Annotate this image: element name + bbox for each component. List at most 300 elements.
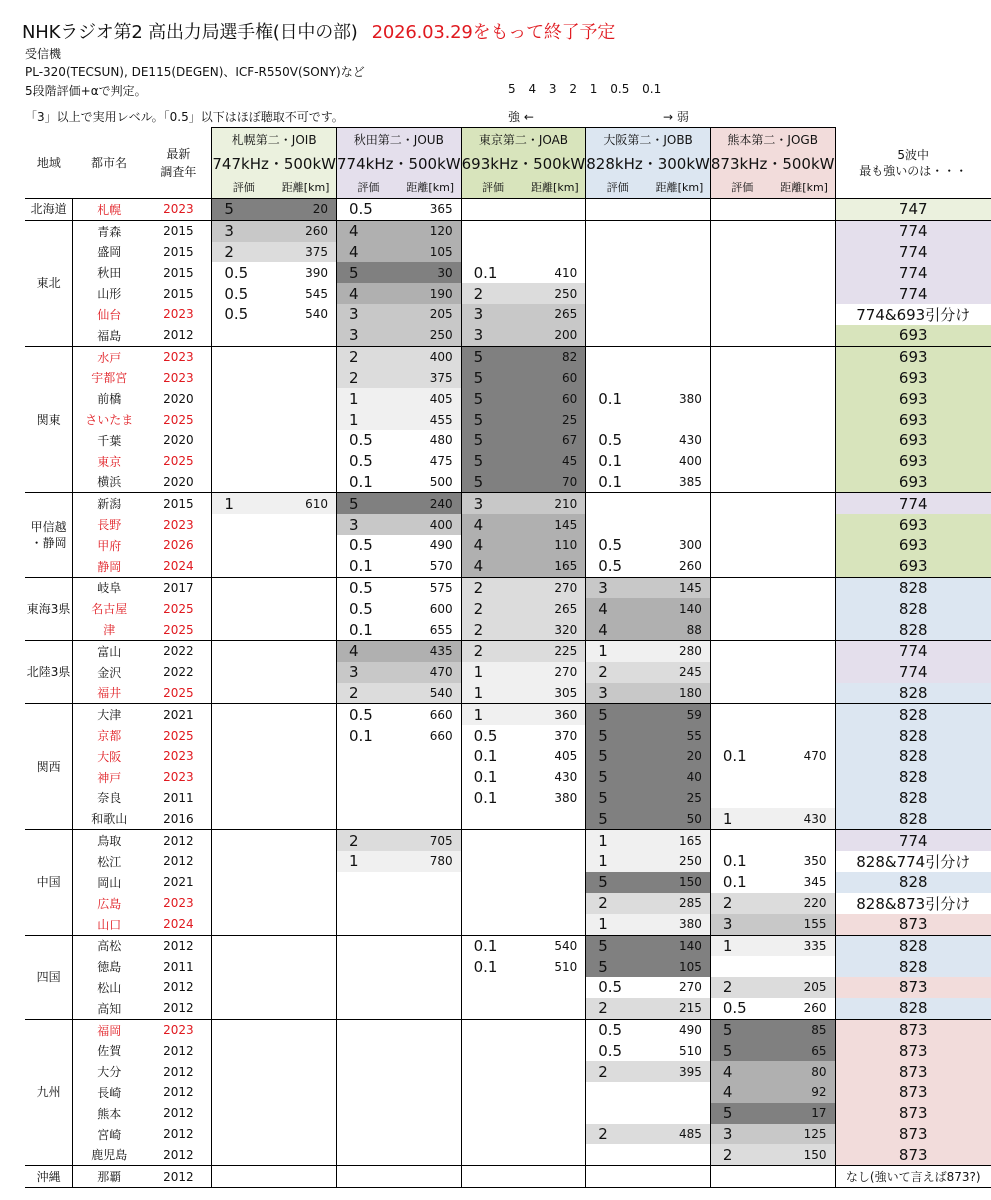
distance-cell: 320 [524, 619, 585, 640]
year-cell: 2021 [145, 872, 212, 893]
rating-cell: 0.5 [473, 726, 498, 745]
distance-cell [400, 1040, 461, 1061]
year-cell: 2020 [145, 472, 212, 493]
rating-cell [461, 1082, 524, 1103]
distance-cell: 265 [524, 304, 585, 325]
distance-cell: 225 [524, 640, 585, 661]
distance-cell: 20 [275, 199, 336, 221]
distance-cell [524, 851, 585, 872]
distance-cell: 25 [649, 788, 710, 809]
rating-scale: 5 4 3 2 1 0.5 0.1 [508, 82, 662, 96]
distance-cell: 80 [774, 1061, 835, 1082]
rating-cell [461, 1019, 524, 1040]
city-cell: 津 [73, 619, 146, 640]
distance-cell [524, 1166, 585, 1188]
table-row [25, 725, 991, 746]
city-cell: 長野 [97, 518, 122, 533]
distance-cell [275, 1061, 336, 1082]
table-row [25, 451, 991, 472]
rating-cell: 0.5 [598, 978, 623, 997]
table-row [25, 283, 991, 304]
distance-cell [524, 1040, 585, 1061]
distance-cell [400, 1166, 461, 1188]
winner-cell: 693 [835, 472, 991, 493]
year-cell: 2015 [145, 242, 212, 263]
distance-cell: 405 [400, 388, 461, 409]
year-cell: 2012 [145, 935, 212, 956]
distance-cell [275, 662, 336, 683]
rating-cell [710, 199, 773, 221]
table-row [25, 1103, 991, 1124]
distance-cell [275, 368, 336, 389]
distance-cell [275, 388, 336, 409]
year-cell: 2025 [145, 451, 212, 472]
rating-cell [337, 767, 400, 788]
distance-cell [649, 199, 710, 221]
city-cell: 名古屋 [91, 602, 128, 617]
distance-cell: 660 [400, 725, 461, 746]
rating-cell [337, 1019, 400, 1040]
rating-cell [710, 451, 773, 472]
year-cell: 2020 [145, 430, 212, 451]
distance-cell: 105 [649, 956, 710, 977]
distance-cell [649, 409, 710, 430]
rating-cell: 0.1 [473, 788, 498, 807]
distance-cell: 140 [649, 598, 710, 619]
distance-cell [524, 1019, 585, 1040]
table-row [25, 220, 991, 241]
winner-cell: 828 [835, 704, 991, 725]
distance-cell: 40 [649, 767, 710, 788]
distance-cell: 105 [400, 242, 461, 263]
distance-cell: 485 [649, 1124, 710, 1145]
year-cell: 2025 [145, 409, 212, 430]
rating-cell [337, 998, 400, 1019]
year-cell: 2025 [145, 598, 212, 619]
distance-cell [649, 325, 710, 346]
header-rating: 評価 [710, 176, 773, 199]
distance-cell: 270 [524, 577, 585, 598]
distance-cell [275, 788, 336, 809]
distance-cell: 540 [524, 935, 585, 956]
rating-cell: 0.1 [586, 472, 649, 493]
winner-cell: 873 [835, 1124, 991, 1145]
distance-cell [275, 830, 336, 851]
results-table [25, 127, 991, 1188]
rating-cell: 1 [586, 914, 649, 935]
rating-cell: 5 [461, 472, 524, 493]
city-cell: 静岡 [73, 556, 146, 577]
rating-cell [710, 577, 773, 598]
city-cell: 福岡 [97, 1023, 122, 1038]
distance-cell [524, 220, 585, 241]
rating-cell: 3 [461, 493, 524, 514]
region-cell: 北海道 [25, 199, 73, 221]
year-cell: 2023 [145, 893, 212, 914]
receiver-label: 受信機 [25, 47, 62, 61]
rating-cell [212, 598, 275, 619]
distance-cell: 59 [649, 704, 710, 725]
rating-cell: 2 [710, 893, 773, 914]
rating-cell [710, 409, 773, 430]
winner-cell: 693 [835, 514, 991, 535]
distance-cell [400, 1061, 461, 1082]
rating-cell: 5 [337, 493, 400, 514]
rating-cell: 3 [337, 662, 400, 683]
table-row [25, 577, 991, 598]
city-cell: 東京 [97, 454, 122, 469]
city-cell: 熊本 [97, 1106, 122, 1121]
city-cell: 長崎 [97, 1085, 122, 1100]
distance-cell: 345 [774, 872, 835, 893]
distance-cell [275, 746, 336, 767]
table-row [25, 199, 991, 221]
rating-cell: 2 [586, 1124, 649, 1145]
winner-cell: 873 [835, 1103, 991, 1124]
distance-cell [774, 220, 835, 241]
table-row [25, 662, 991, 683]
distance-cell [275, 556, 336, 577]
distance-cell [774, 409, 835, 430]
distance-cell: 20 [649, 746, 710, 767]
rating-cell: 2 [337, 683, 400, 704]
rating-cell [586, 1166, 649, 1188]
rating-cell [212, 451, 275, 472]
rating-cell [710, 493, 773, 514]
distance-cell: 455 [400, 409, 461, 430]
distance-cell [275, 472, 336, 493]
rating-cell: 4 [337, 242, 400, 263]
city-cell: 松山 [97, 980, 122, 995]
city-cell: さいたま [85, 413, 134, 428]
distance-cell: 705 [400, 830, 461, 851]
city-cell: 高知 [73, 998, 146, 1019]
rating-cell: 0.5 [349, 431, 373, 450]
distance-cell: 490 [400, 535, 461, 556]
rating-cell [461, 977, 524, 998]
distance-cell [275, 808, 336, 829]
distance-cell: 390 [275, 262, 336, 283]
rating-cell: 5 [461, 368, 524, 389]
rating-cell [212, 409, 275, 430]
distance-cell: 480 [400, 430, 461, 451]
rating-cell: 4 [710, 1082, 773, 1103]
distance-cell [774, 640, 835, 661]
distance-cell: 500 [400, 472, 461, 493]
distance-cell [774, 346, 835, 367]
region-cell: 東海3県 [25, 577, 73, 640]
rating-cell [586, 493, 649, 514]
rating-cell [212, 704, 275, 725]
rating-cell: 4 [461, 556, 524, 577]
distance-cell [275, 1103, 336, 1124]
distance-cell [774, 830, 835, 851]
rating-cell [212, 851, 275, 872]
distance-cell [524, 1124, 585, 1145]
year-cell: 2011 [145, 788, 212, 809]
distance-cell [524, 893, 585, 914]
distance-cell [774, 704, 835, 725]
rating-cell [212, 368, 275, 389]
year-cell: 2012 [145, 1144, 212, 1165]
distance-cell: 155 [774, 914, 835, 935]
distance-cell [774, 493, 835, 514]
table-row [25, 430, 991, 451]
year-cell: 2012 [145, 325, 212, 346]
distance-cell [275, 619, 336, 640]
rating-cell: 0.1 [722, 747, 747, 766]
distance-cell: 265 [524, 598, 585, 619]
rating-cell: 2 [461, 619, 524, 640]
distance-cell: 285 [649, 893, 710, 914]
rating-cell: 3 [212, 220, 275, 241]
distance-cell: 400 [400, 346, 461, 367]
distance-cell [275, 704, 336, 725]
distance-cell: 145 [524, 514, 585, 535]
distance-cell [524, 199, 585, 221]
rating-cell [586, 262, 649, 283]
winner-cell: 828 [835, 619, 991, 640]
distance-cell: 110 [524, 535, 585, 556]
distance-cell: 67 [524, 430, 585, 451]
distance-cell: 370 [524, 725, 585, 746]
rating-cell: 5 [586, 704, 649, 725]
rating-cell [212, 430, 275, 451]
distance-cell [774, 514, 835, 535]
winner-cell: 693 [835, 325, 991, 346]
region-cell: 甲信越 ・静岡 [25, 493, 73, 577]
rating-cell [212, 577, 275, 598]
header-distance: 距離[km] [649, 176, 710, 199]
distance-cell: 92 [774, 1082, 835, 1103]
winner-cell: 828 [835, 998, 991, 1019]
distance-cell: 405 [524, 746, 585, 767]
distance-cell: 180 [649, 683, 710, 704]
table-row [25, 998, 991, 1019]
distance-cell [275, 1019, 336, 1040]
distance-cell [774, 788, 835, 809]
winner-cell: 873 [835, 1144, 991, 1165]
distance-cell [774, 242, 835, 263]
table-row [25, 262, 991, 283]
rating-cell [212, 662, 275, 683]
strong-label: 強 ← [508, 110, 534, 124]
rating-cell [212, 472, 275, 493]
city-cell: 青森 [97, 224, 122, 239]
rating-cell: 4 [337, 220, 400, 241]
rating-cell [710, 683, 773, 704]
city-cell: 富山 [97, 644, 122, 659]
rating-cell: 0.5 [349, 536, 373, 555]
rating-cell [461, 220, 524, 241]
year-cell: 2023 [145, 767, 212, 788]
rating-cell: 2 [461, 577, 524, 598]
city-cell: 佐賀 [97, 1044, 122, 1059]
winner-cell: 873 [835, 914, 991, 935]
city-cell: 高松 [97, 939, 122, 954]
distance-cell [275, 409, 336, 430]
distance-cell: 545 [275, 283, 336, 304]
region-cell: 九州 [25, 1019, 73, 1166]
city-cell: 千葉 [97, 433, 122, 448]
rating-cell: 5 [710, 1019, 773, 1040]
winner-cell: 828 [835, 956, 991, 977]
distance-cell [774, 304, 835, 325]
rating-cell: 0.1 [598, 389, 623, 408]
distance-cell: 575 [400, 577, 461, 598]
distance-cell: 395 [649, 1061, 710, 1082]
header-rating: 評価 [586, 176, 649, 199]
header-winner: 5波中 最も強いのは・・・ [859, 147, 968, 178]
year-cell: 2017 [145, 577, 212, 598]
station-name-4: 熊本第二・JOGB [710, 128, 835, 151]
rating-cell: 1 [461, 704, 524, 725]
distance-cell [275, 451, 336, 472]
distance-cell [400, 956, 461, 977]
rating-cell: 2 [461, 598, 524, 619]
table-row [25, 409, 991, 430]
rating-cell: 2 [212, 242, 275, 263]
rating-cell [337, 893, 400, 914]
distance-cell: 470 [400, 662, 461, 683]
station-freq-3: 828kHz・300kW [586, 150, 711, 176]
rating-cell: 3 [710, 914, 773, 935]
distance-cell: 375 [275, 242, 336, 263]
rating-cell: 4 [586, 619, 649, 640]
year-cell: 2011 [145, 956, 212, 977]
station-freq-2: 693kHz・500kW [461, 150, 586, 176]
rating-cell: 0.5 [598, 1021, 623, 1040]
rating-cell: 5 [586, 872, 649, 893]
rating-cell: 1 [586, 851, 649, 872]
distance-cell: 540 [275, 304, 336, 325]
winner-cell: 873 [835, 977, 991, 998]
distance-cell [524, 914, 585, 935]
distance-cell: 17 [774, 1103, 835, 1124]
region-cell: 沖縄 [25, 1166, 73, 1188]
distance-cell [275, 514, 336, 535]
distance-cell [524, 830, 585, 851]
year-cell: 2023 [145, 1019, 212, 1040]
rating-cell: 5 [586, 725, 649, 746]
winner-cell: 774 [835, 830, 991, 851]
distance-cell [774, 619, 835, 640]
distance-cell: 350 [774, 851, 835, 872]
rating-cell [586, 304, 649, 325]
rating-cell: 0.1 [473, 263, 498, 282]
city-cell: 仙台 [97, 307, 122, 322]
rating-cell [461, 914, 524, 935]
distance-cell [275, 346, 336, 367]
distance-cell: 145 [649, 577, 710, 598]
distance-cell: 780 [400, 851, 461, 872]
city-cell: 広島 [97, 896, 122, 911]
rating-cell: 1 [710, 935, 773, 956]
rating-cell [461, 1103, 524, 1124]
city-cell: 宇都宮 [91, 371, 128, 386]
distance-cell [275, 767, 336, 788]
rating-cell [710, 262, 773, 283]
distance-cell: 360 [524, 704, 585, 725]
rating-cell [212, 872, 275, 893]
rating-cell [710, 325, 773, 346]
distance-cell: 190 [400, 283, 461, 304]
distance-cell [400, 872, 461, 893]
distance-cell [400, 1124, 461, 1145]
rating-cell [337, 788, 400, 809]
city-cell: 鹿児島 [73, 1144, 146, 1165]
rating-cell: 2 [586, 893, 649, 914]
rating-cell: 2 [710, 1144, 773, 1165]
rating-cell [212, 725, 275, 746]
table-row [25, 556, 991, 577]
rating-cell: 3 [586, 577, 649, 598]
year-cell: 2012 [145, 1082, 212, 1103]
distance-cell [774, 1166, 835, 1188]
rating-cell [337, 1061, 400, 1082]
rating-cell [710, 283, 773, 304]
distance-cell: 55 [649, 725, 710, 746]
distance-cell [400, 1019, 461, 1040]
year-cell: 2021 [145, 704, 212, 725]
rating-cell [337, 1082, 400, 1103]
rating-cell [710, 956, 773, 977]
winner-cell: 873 [835, 1019, 991, 1040]
header-city: 都市名 [91, 156, 128, 171]
rating-cell: 3 [710, 1124, 773, 1145]
rating-cell [710, 514, 773, 535]
rating-cell [461, 1166, 524, 1188]
rating-cell [212, 1166, 275, 1188]
rating-cell: 3 [337, 304, 400, 325]
year-cell: 2025 [145, 619, 212, 640]
table-row [25, 683, 991, 704]
distance-cell [649, 514, 710, 535]
rating-cell [212, 1144, 275, 1165]
city-cell: 福井 [73, 683, 146, 704]
rating-cell [337, 977, 400, 998]
distance-cell [649, 1082, 710, 1103]
distance-cell [275, 325, 336, 346]
distance-cell: 375 [400, 368, 461, 389]
year-cell: 2022 [145, 662, 212, 683]
rating-cell [710, 388, 773, 409]
rating-cell [212, 619, 275, 640]
distance-cell [774, 283, 835, 304]
distance-cell [774, 956, 835, 977]
winner-cell: 828 [835, 935, 991, 956]
distance-cell [275, 1124, 336, 1145]
header-rating: 評価 [212, 176, 275, 199]
distance-cell [275, 725, 336, 746]
distance-cell: 305 [524, 683, 585, 704]
distance-cell [774, 451, 835, 472]
city-cell: 盛岡 [97, 245, 122, 260]
distance-cell: 165 [524, 556, 585, 577]
distance-cell [774, 388, 835, 409]
distance-cell: 60 [524, 368, 585, 389]
rating-cell [461, 242, 524, 263]
distance-cell: 215 [649, 998, 710, 1019]
rating-cell [710, 220, 773, 241]
city-cell: 大分 [97, 1065, 122, 1080]
winner-cell: なし(強いて言えば873?) [835, 1166, 991, 1188]
rating-cell: 5 [586, 767, 649, 788]
year-cell: 2012 [145, 1124, 212, 1145]
rating-cell: 5 [461, 346, 524, 367]
rating-cell [710, 830, 773, 851]
city-cell: 秋田 [97, 266, 122, 281]
